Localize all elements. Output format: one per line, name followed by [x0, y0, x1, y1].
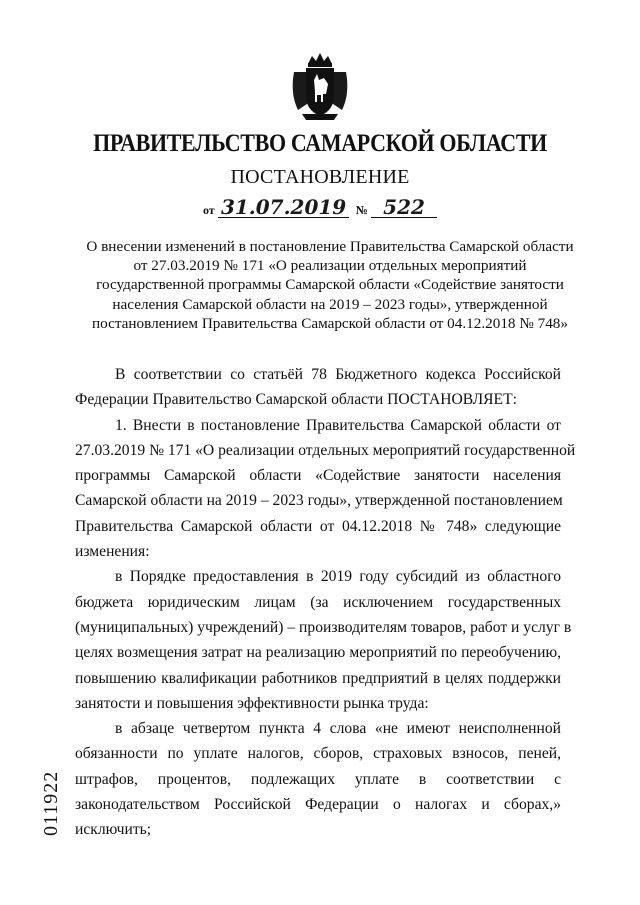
- body-line: (муниципальных) учреждений) – производителям товаров, работ и услуг в: [75, 618, 572, 636]
- subject-line: О внесении изменений в постановление Правительства Самарской области: [86, 238, 574, 255]
- subject-line: населения Самарской области на 2019 – 2023 годы», утвержденной: [112, 295, 548, 313]
- body-line: в Порядке предоставления в 2019 году субсидий из областного: [115, 568, 561, 586]
- body-line: повышению квалификации работников предприятий в целях поддержки: [75, 669, 561, 687]
- body-line: Федерации Правительство Самарской области ПОСТАНОВЛЯЕТ:: [75, 391, 517, 409]
- body-line: 27.03.2019 № 171 «О реализации отдельных мероприятий государственной: [75, 441, 576, 459]
- margin-serial-number: 011922: [40, 770, 62, 836]
- document-number-line: [0, 197, 640, 218]
- organization-title: ПРАВИТЕЛЬСТВО САМАРСКОЙ ОБЛАСТИ: [93, 130, 547, 157]
- subject-line: постановлением Правительства Самарской области от 04.12.2018 № 748»: [92, 314, 568, 332]
- samara-coat-of-arms-icon: [288, 50, 352, 122]
- body-line: В соответствии со статьёй 78 Бюджетного кодекса Российской: [115, 366, 561, 383]
- body-line: Правительства Самарской области от 04.12.2018 № 748» следующие: [75, 517, 561, 535]
- body-line: программы Самарской области «Содействие занятости населения: [75, 467, 561, 485]
- date-value: 31.07.2019: [218, 197, 349, 218]
- body-line: обязанности по уплате налогов, сборов, страховых взносов, пеней,: [75, 745, 561, 763]
- subject-line: государственной программы Самарской области «Содействие занятости: [96, 276, 564, 294]
- body-line: занятости и повышения эффективности рынка труда:: [75, 694, 429, 712]
- document-type: ПОСТАНОВЛЕНИЕ: [230, 166, 410, 188]
- document-body: [75, 362, 576, 843]
- body-line: в абзаце четвертом пункта 4 слова «не имеют неисполненной: [115, 720, 561, 738]
- number-label: №: [355, 203, 368, 217]
- subject-line: от 27.03.2019 № 171 «О реализации отдельных мероприятий: [133, 257, 527, 275]
- body-line: целях возмещения затрат на реализацию мероприятий по переобучению,: [75, 644, 561, 662]
- body-line: законодательством Российской Федерации о налогах и сборах,»: [75, 796, 561, 814]
- body-line: штрафов, процентов, подлежащих уплате в соответствии с: [75, 770, 561, 788]
- body-line: 1. Внести в постановление Правительства Самарской области от: [115, 416, 561, 434]
- number-value: 522: [371, 197, 437, 218]
- body-line: исключить;: [75, 821, 152, 839]
- body-line: Самарской области на 2019 – 2023 годы», утвержденной постановлением: [75, 492, 563, 510]
- document-subject: [70, 237, 590, 333]
- date-label: от: [202, 203, 215, 217]
- body-line: изменения:: [75, 543, 150, 561]
- body-line: бюджета юридическим лицам (за исключением государственных: [75, 593, 561, 611]
